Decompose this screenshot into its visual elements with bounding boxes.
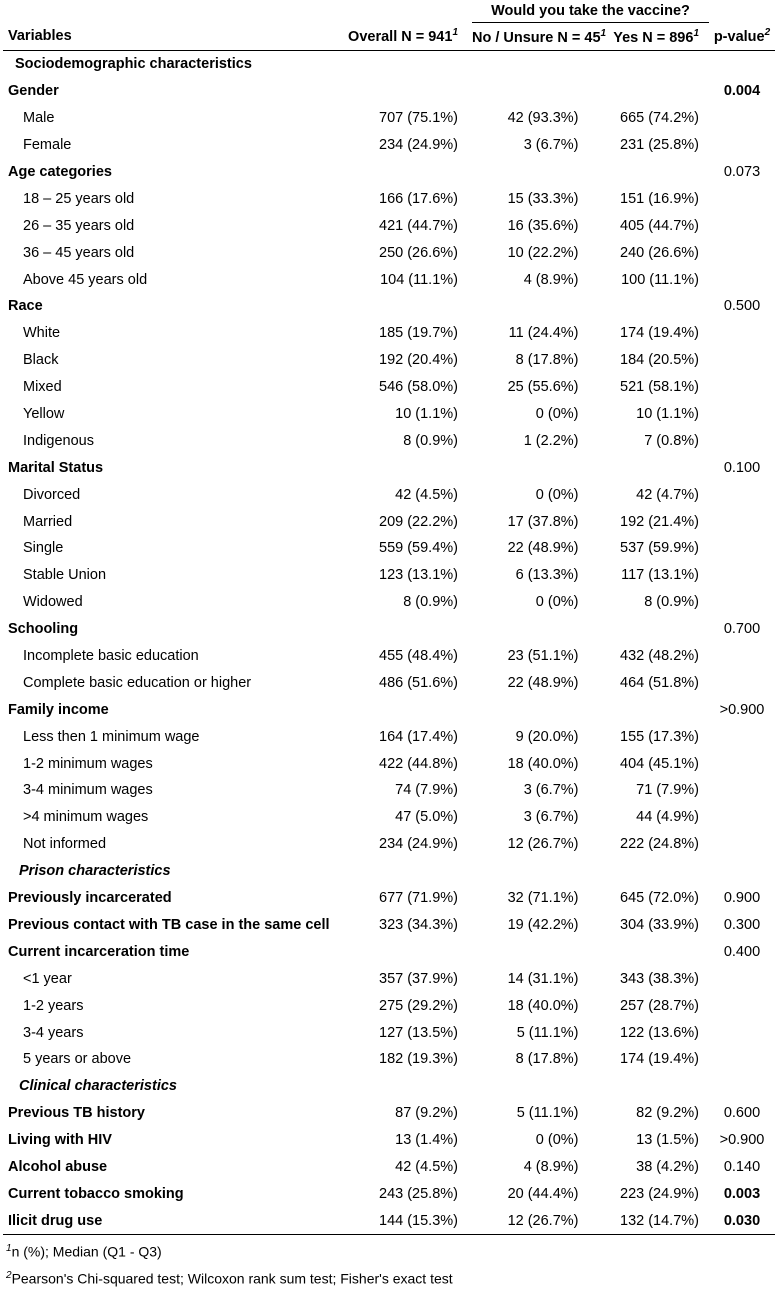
cell-p-value: 0.300 xyxy=(723,916,761,933)
table-row-variable xyxy=(3,696,775,723)
cell-overall: 486 (51.6%) xyxy=(379,674,458,691)
results-table xyxy=(3,0,775,1235)
cell-p-value xyxy=(709,105,775,132)
cell-overall: 559 (59.4%) xyxy=(379,540,458,557)
cell-no-unsure xyxy=(472,696,591,723)
cell-yes: 151 (16.9%) xyxy=(620,190,699,207)
cell-overall: 275 (29.2%) xyxy=(379,997,458,1014)
cell-overall: 421 (44.7%) xyxy=(379,217,458,234)
row-label: Female xyxy=(23,137,72,154)
cell-no-unsure: 19 (42.2%) xyxy=(507,916,579,933)
cell-no-unsure xyxy=(472,78,591,105)
cell-yes: 174 (19.4%) xyxy=(620,325,699,342)
table-row-level xyxy=(3,750,775,777)
cell-yes: 71 (7.9%) xyxy=(636,782,699,799)
table-row-level xyxy=(3,212,775,239)
cell-yes: 132 (14.7%) xyxy=(591,1207,710,1234)
cell-yes: 82 (9.2%) xyxy=(636,1105,699,1122)
footnote-marker: 1 xyxy=(6,1243,12,1255)
row-label: Current incarceration time xyxy=(8,943,190,960)
table-row-level xyxy=(3,401,775,428)
cell-no-unsure: 4 (8.9%) xyxy=(523,1158,579,1175)
cell-p-value xyxy=(709,212,775,239)
table-row-level xyxy=(3,562,775,589)
cell-p-value xyxy=(709,669,775,696)
cell-p-value xyxy=(709,427,775,454)
vaccine-question-header: Would you take the vaccine? xyxy=(472,0,709,23)
row-label: Incomplete basic education xyxy=(23,648,199,665)
cell-yes: 432 (48.2%) xyxy=(620,648,699,665)
table-row-level xyxy=(3,185,775,212)
cell-overall: 42 (4.5%) xyxy=(395,1158,458,1175)
cell-yes: 537 (59.9%) xyxy=(620,540,699,557)
row-label: Previous contact with TB case in the same cell xyxy=(8,916,330,933)
table-row-level xyxy=(3,1019,775,1046)
cell-p-value xyxy=(709,535,775,562)
cell-p-value: 0.140 xyxy=(723,1158,761,1175)
table-row-level xyxy=(3,535,775,562)
cell-overall: 164 (17.4%) xyxy=(379,728,458,745)
row-label: Previous TB history xyxy=(8,1105,145,1122)
row-label: Age categories xyxy=(8,164,112,180)
cell-p-value: 0.500 xyxy=(723,298,761,315)
cell-p-value xyxy=(709,750,775,777)
cell-yes: 192 (21.4%) xyxy=(620,513,699,530)
row-label: Prison characteristics xyxy=(19,863,171,880)
table-row-variable xyxy=(3,938,775,965)
cell-overall xyxy=(328,454,472,481)
cell-overall: 234 (24.9%) xyxy=(379,137,458,154)
cell-overall: 182 (19.3%) xyxy=(379,1051,458,1068)
cell-no-unsure: 18 (40.0%) xyxy=(507,997,579,1014)
cell-no-unsure xyxy=(472,454,591,481)
cell-overall xyxy=(328,78,472,105)
table-row-variable xyxy=(3,159,775,186)
section-header-row xyxy=(3,858,775,885)
table-row-level xyxy=(3,105,775,132)
footnote-text: n (%); Median (Q1 - Q3) xyxy=(11,1243,162,1260)
cell-yes: 645 (72.0%) xyxy=(620,890,699,907)
cell-overall: 357 (37.9%) xyxy=(379,970,458,987)
cell-overall: 10 (1.1%) xyxy=(395,406,458,423)
cell-overall: 546 (58.0%) xyxy=(379,379,458,396)
cell-p-value xyxy=(709,266,775,293)
row-label: Stable Union xyxy=(23,567,107,584)
cell-overall: 47 (5.0%) xyxy=(395,809,458,826)
cell-overall: 8 (0.9%) xyxy=(403,594,458,611)
header-columns-row xyxy=(3,23,775,51)
cell-p-value xyxy=(709,992,775,1019)
cell-yes: 184 (20.5%) xyxy=(620,352,699,369)
cell-yes: 100 (11.1%) xyxy=(621,271,699,288)
cell-p-value xyxy=(709,51,775,78)
cell-p-value xyxy=(709,347,775,374)
cell-p-value: 0.003 xyxy=(723,1185,761,1202)
table-row-variable xyxy=(3,454,775,481)
cell-no-unsure xyxy=(472,616,591,643)
cell-no-unsure: 5 (11.1%) xyxy=(516,1105,579,1122)
table-row-variable xyxy=(3,885,775,912)
row-label: Not informed xyxy=(23,836,107,853)
cell-yes: 240 (26.6%) xyxy=(620,244,699,261)
cell-p-value: >0.900 xyxy=(719,1132,765,1149)
cell-no-unsure: 17 (37.8%) xyxy=(507,513,579,530)
table-row-level xyxy=(3,347,775,374)
cell-p-value xyxy=(709,723,775,750)
row-label: Widowed xyxy=(23,594,83,611)
cell-no-unsure: 6 (13.3%) xyxy=(515,567,579,584)
cell-overall: 42 (4.5%) xyxy=(395,486,458,503)
table-row-variable xyxy=(3,293,775,320)
cell-no-unsure: 22 (48.9%) xyxy=(507,674,579,691)
row-label: Race xyxy=(8,298,43,315)
table-row-level xyxy=(3,831,775,858)
cell-no-unsure xyxy=(472,938,591,965)
table-row-level xyxy=(3,427,775,454)
cell-yes: 404 (45.1%) xyxy=(620,755,699,772)
cell-p-value xyxy=(709,132,775,159)
cell-yes xyxy=(591,616,710,643)
col-overall: Overall $N = 941^1$ xyxy=(328,23,472,51)
row-label: >4 minimum wages xyxy=(23,809,149,826)
row-label: Gender xyxy=(8,83,59,100)
row-label: Yellow xyxy=(23,406,65,423)
row-label: 18 – 25 years old xyxy=(23,190,135,207)
cell-yes: 464 (51.8%) xyxy=(620,674,699,691)
row-label: Ilicit drug use xyxy=(3,1207,328,1234)
cell-p-value xyxy=(709,185,775,212)
header-group-row xyxy=(3,0,775,23)
cell-no-unsure xyxy=(472,858,591,885)
cell-no-unsure: 0 (0%) xyxy=(535,594,579,611)
cell-p-value: 0.600 xyxy=(723,1105,761,1122)
row-label: Single xyxy=(23,540,64,557)
cell-yes: 222 (24.8%) xyxy=(620,836,699,853)
table-row-level xyxy=(3,965,775,992)
cell-overall xyxy=(328,938,472,965)
cell-no-unsure: 20 (44.4%) xyxy=(507,1185,579,1202)
cell-p-value xyxy=(709,508,775,535)
cell-yes xyxy=(591,1073,710,1100)
row-label: 3-4 years xyxy=(23,1024,84,1041)
cell-p-value: 0.100 xyxy=(723,459,761,476)
cell-no-unsure: 42 (93.3%) xyxy=(507,110,579,127)
cell-p-value: 0.900 xyxy=(723,890,761,907)
cell-overall: 422 (44.8%) xyxy=(379,755,458,772)
cell-p-value xyxy=(709,374,775,401)
cell-overall: 192 (20.4%) xyxy=(379,352,458,369)
table-row-level xyxy=(3,320,775,347)
cell-overall: 74 (7.9%) xyxy=(395,782,458,799)
table-row-level xyxy=(3,266,775,293)
cell-yes: 521 (58.1%) xyxy=(620,379,699,396)
cell-p-value: 0.400 xyxy=(723,943,761,960)
cell-no-unsure xyxy=(472,159,591,186)
cell-yes xyxy=(591,454,710,481)
cell-overall xyxy=(328,159,472,186)
table-row-level xyxy=(3,669,775,696)
section-header-row xyxy=(3,51,775,78)
row-label: Above 45 years old xyxy=(23,271,148,288)
cell-yes: 10 (1.1%) xyxy=(636,406,699,423)
row-label: Male xyxy=(23,110,55,127)
cell-yes: 7 (0.8%) xyxy=(644,432,699,449)
row-label: Less then 1 minimum wage xyxy=(23,728,200,745)
col-yes: Yes $N = 896^1$ xyxy=(591,23,710,51)
cell-p-value xyxy=(709,804,775,831)
cell-yes xyxy=(591,293,710,320)
table-row-variable xyxy=(3,1180,775,1207)
cell-no-unsure: 0 (0%) xyxy=(535,406,579,423)
cell-p-value: 0.700 xyxy=(723,621,761,638)
cell-p-value xyxy=(709,239,775,266)
row-label: Indigenous xyxy=(23,432,94,449)
cell-no-unsure xyxy=(472,293,591,320)
table-row-variable xyxy=(3,1100,775,1127)
cell-p-value xyxy=(709,562,775,589)
footnote-1 xyxy=(6,1235,778,1262)
cell-yes: 174 (19.4%) xyxy=(620,1051,699,1068)
row-label: Previously incarcerated xyxy=(8,890,172,907)
row-label: Current tobacco smoking xyxy=(8,1185,184,1202)
cell-overall: 166 (17.6%) xyxy=(379,190,458,207)
cell-yes: 13 (1.5%) xyxy=(636,1132,699,1149)
cell-overall: 144 (15.3%) xyxy=(328,1207,472,1234)
table-row-variable xyxy=(3,1127,775,1154)
footnote-2 xyxy=(6,1262,778,1289)
cell-overall: 123 (13.1%) xyxy=(379,567,458,584)
cell-overall xyxy=(328,51,472,78)
cell-yes: 343 (38.3%) xyxy=(620,970,699,987)
cell-p-value xyxy=(709,1019,775,1046)
cell-overall: 185 (19.7%) xyxy=(379,325,458,342)
cell-overall: 8 (0.9%) xyxy=(403,432,458,449)
cell-overall xyxy=(328,293,472,320)
table-row-level xyxy=(3,239,775,266)
cell-p-value xyxy=(709,1073,775,1100)
row-label: 26 – 35 years old xyxy=(23,217,135,234)
row-label: Divorced xyxy=(23,486,81,503)
cell-no-unsure: 22 (48.9%) xyxy=(507,540,579,557)
cell-no-unsure: 25 (55.6%) xyxy=(507,379,579,396)
cell-overall xyxy=(328,696,472,723)
row-label: Married xyxy=(23,513,73,530)
cell-no-unsure xyxy=(472,51,591,78)
cell-yes: 38 (4.2%) xyxy=(636,1158,699,1175)
table-row-variable xyxy=(3,1207,775,1234)
cell-yes: 231 (25.8%) xyxy=(620,137,699,154)
cell-yes: 405 (44.7%) xyxy=(620,217,699,234)
cell-yes xyxy=(591,78,710,105)
cell-yes: 223 (24.9%) xyxy=(620,1185,699,1202)
cell-p-value xyxy=(709,643,775,670)
cell-p-value xyxy=(709,965,775,992)
row-label: Mixed xyxy=(23,379,62,396)
cell-no-unsure: 12 (26.7%) xyxy=(507,836,579,853)
cell-overall: 87 (9.2%) xyxy=(395,1105,458,1122)
col-p-value: p-value$^2$ xyxy=(709,23,775,51)
cell-overall: 677 (71.9%) xyxy=(379,890,458,907)
cell-p-value xyxy=(709,1046,775,1073)
row-label: 36 – 45 years old xyxy=(23,244,135,261)
cell-no-unsure: 8 (17.8%) xyxy=(515,352,579,369)
cell-no-unsure xyxy=(472,1073,591,1100)
table-row-level xyxy=(3,1046,775,1073)
table-row-level xyxy=(3,374,775,401)
cell-p-value: 0.073 xyxy=(723,164,761,180)
table-row-level xyxy=(3,723,775,750)
cell-p-value: 0.030 xyxy=(709,1207,775,1234)
table-row-level xyxy=(3,777,775,804)
table-row-variable xyxy=(3,1154,775,1181)
cell-yes: 304 (33.9%) xyxy=(620,916,699,933)
cell-no-unsure: 5 (11.1%) xyxy=(516,1024,579,1041)
row-label: Sociodemographic characteristics xyxy=(15,56,252,73)
row-label: Living with HIV xyxy=(8,1132,112,1149)
col-variables: Variables xyxy=(3,23,328,51)
cell-no-unsure: 16 (35.6%) xyxy=(507,217,579,234)
cell-yes: 44 (4.9%) xyxy=(636,809,699,826)
cell-no-unsure: 0 (0%) xyxy=(535,1132,579,1149)
cell-no-unsure: 18 (40.0%) xyxy=(507,755,579,772)
cell-overall: 243 (25.8%) xyxy=(379,1185,458,1202)
cell-no-unsure: 1 (2.2%) xyxy=(523,432,579,449)
cell-p-value xyxy=(709,481,775,508)
cell-yes xyxy=(591,51,710,78)
cell-no-unsure: 4 (8.9%) xyxy=(523,271,579,288)
table-row-level xyxy=(3,992,775,1019)
row-label: Alcohol abuse xyxy=(8,1158,108,1175)
row-label: <1 year xyxy=(23,970,72,987)
cell-overall: 209 (22.2%) xyxy=(379,513,458,530)
cell-no-unsure: 11 (24.4%) xyxy=(508,325,579,342)
cell-overall: 127 (13.5%) xyxy=(379,1024,458,1041)
row-label: 3-4 minimum wages xyxy=(23,782,153,799)
cell-no-unsure: 8 (17.8%) xyxy=(515,1051,579,1068)
row-label: Complete basic education or higher xyxy=(23,674,252,691)
cell-p-value xyxy=(709,831,775,858)
row-label: White xyxy=(23,325,61,342)
footnotes xyxy=(0,1235,778,1289)
cell-no-unsure: 23 (51.1%) xyxy=(507,648,579,665)
cell-no-unsure: 15 (33.3%) xyxy=(507,190,579,207)
cell-yes: 155 (17.3%) xyxy=(620,728,699,745)
cell-overall: 707 (75.1%) xyxy=(379,110,458,127)
cell-p-value xyxy=(709,858,775,885)
col-no-unsure: No / Unsure $N = 45^1$ xyxy=(472,23,591,51)
row-label: Clinical characteristics xyxy=(19,1078,177,1095)
table-row-variable xyxy=(3,78,775,105)
cell-yes: 122 (13.6%) xyxy=(620,1024,699,1041)
cell-yes xyxy=(591,938,710,965)
cell-overall xyxy=(328,1073,472,1100)
row-label: Family income xyxy=(8,701,109,718)
row-label: Black xyxy=(23,352,59,369)
cell-overall: 455 (48.4%) xyxy=(379,648,458,665)
cell-no-unsure: 12 (26.7%) xyxy=(472,1207,591,1234)
table-row-level xyxy=(3,804,775,831)
cell-overall: 104 (11.1%) xyxy=(380,271,458,288)
cell-yes: 665 (74.2%) xyxy=(620,110,699,127)
footnote-text: Pearson's Chi-squared test; Wilcoxon rank sum test; Fisher's exact test xyxy=(11,1270,453,1287)
cell-p-value xyxy=(709,777,775,804)
cell-p-value xyxy=(709,589,775,616)
cell-no-unsure: 14 (31.1%) xyxy=(507,970,579,987)
footnote-marker: 2 xyxy=(6,1270,12,1282)
cell-yes: 8 (0.9%) xyxy=(644,594,699,611)
table-row-level xyxy=(3,643,775,670)
cell-no-unsure: 32 (71.1%) xyxy=(507,890,579,907)
cell-p-value: >0.900 xyxy=(719,701,765,718)
cell-no-unsure: 0 (0%) xyxy=(535,486,579,503)
cell-no-unsure: 10 (22.2%) xyxy=(507,244,579,261)
cell-yes xyxy=(591,858,710,885)
row-label: Schooling xyxy=(8,621,79,638)
section-header-row xyxy=(3,1073,775,1100)
cell-no-unsure: 3 (6.7%) xyxy=(523,137,579,154)
cell-p-value: 0.004 xyxy=(723,83,761,100)
table-row-level xyxy=(3,589,775,616)
cell-overall: 13 (1.4%) xyxy=(395,1132,458,1149)
cell-p-value xyxy=(709,320,775,347)
table-row-variable xyxy=(3,616,775,643)
row-label: 1-2 years xyxy=(23,997,84,1014)
cell-no-unsure: 3 (6.7%) xyxy=(523,809,579,826)
table-row-variable xyxy=(3,912,775,939)
cell-overall xyxy=(328,616,472,643)
table-row-level xyxy=(3,132,775,159)
row-label: 5 years or above xyxy=(23,1051,132,1068)
cell-yes: 257 (28.7%) xyxy=(620,997,699,1014)
cell-no-unsure: 3 (6.7%) xyxy=(523,782,579,799)
cell-no-unsure: 9 (20.0%) xyxy=(515,728,579,745)
row-label: Marital Status xyxy=(8,459,104,476)
cell-yes: 117 (13.1%) xyxy=(621,567,699,584)
cell-yes xyxy=(591,159,710,186)
row-label: 1-2 minimum wages xyxy=(23,755,153,772)
table-row-level xyxy=(3,508,775,535)
cell-overall: 234 (24.9%) xyxy=(379,836,458,853)
cell-yes: 42 (4.7%) xyxy=(636,486,699,503)
cell-p-value xyxy=(709,401,775,428)
cell-overall: 250 (26.6%) xyxy=(379,244,458,261)
cell-overall xyxy=(328,858,472,885)
cell-overall: 323 (34.3%) xyxy=(379,916,458,933)
table-row-level xyxy=(3,481,775,508)
cell-yes xyxy=(591,696,710,723)
